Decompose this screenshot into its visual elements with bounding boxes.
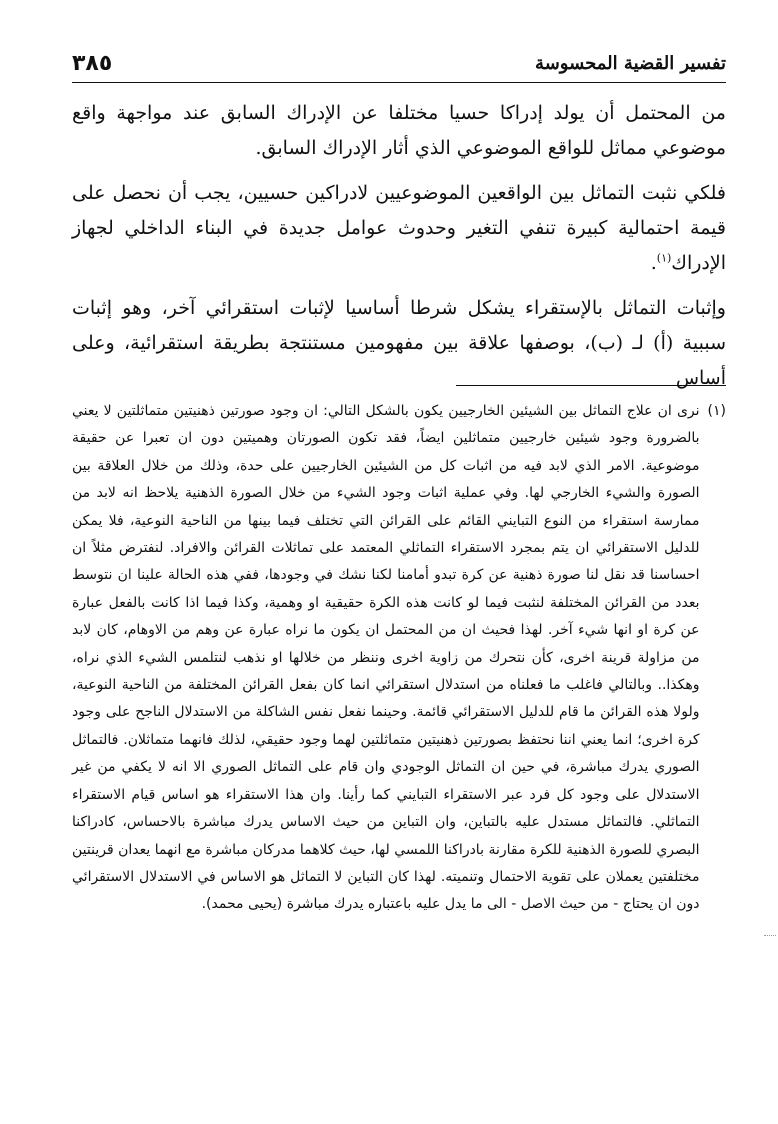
scan-edge-mark [764, 935, 776, 936]
footnote-marker: (١) [707, 403, 726, 419]
footnote-text: نرى ان علاج التماثل بين الشيئين الخارجيين يكون بالشكل التالي: ان وجود صورتين ذهنيتين متماثلتين لا يعني بالضرورة وجود شيئين خارجيين متماثلين ايضاً، فقد تكون الصورتان وهميتين دون ان تعبرا عن حقيقة موضوعية. الامر الذي لابد فيه من اثبات كل من الشيئين الخارجيين على حدة، وذلك من خلال العلاقة بين الصورة والشيء الخارجي لها. وفي عملية اثبات وجود الشيء من خلال الصورة الذهنية يلاحظ انه لابد من ممارسة استقراء من النوع التبايني القائم على القرائن التي تختلف فيما بينها من الناحية النوعية، فلا يمكن للدليل الاستقرائي ان يتم بمجرد الاستقراء التماثلي المعتمد على تماثلات القرائن والافراد. لنفترض مثلاً ان احساسنا قد نقل لنا صورة ذهنية عن كرة تبدو أمامنا لكنا نشك في وجودها، ففي هذه الحالة علينا ان نتوسط بعدد من القرائن المختلفة لنثبت فيما لو كانت هذه الكرة حقيقية او وهمية، وكذا فيما اذا كانت بالفعل عبارة عن كرة او انها شيء آخر. لهذا فحيث ان من المحتمل ان يكون ما نراه عبارة عن وهم من الاوهام، كان لابد من مزاولة قرينة اخرى، كأن نتحرك من زاوية اخرى وننظر من خلالها او نذهب لنتلمس الشيء الذي نراه، وهكذا.. وبالتالي فاغلب ما فعلناه من استدلال استقرائي انما كان بفعل القرائن المختلفة من الناحية النوعية، ولولا هذه القرائن ما قام للدليل الاستقرائي قائمة. وحينما نفعل نفس الشاكلة من الاستدلال الناجح على وجود كرة اخرى؛ انما يعني اننا نحتفظ بصورتين ذهنيتين متماثلتين لهما وجود حقيقي، لذلك فانهما متماثلان. فالتماثل الصوري يدرك مباشرة، في حين ان التماثل الوجودي وان قام على التماثل الصوري الا انه لا يكفي من غير الاستدلال على وجود كل فرد عبر الاستقراء التبايني كما رأينا. وان هذا الاستقراء هو اساس قيام الاستقراء التماثلي. فالتماثل مستدل عليه بالتباين، وان التباين من حيث الاساس يدرك مباشرة بالاحساس، كادراكنا البصري للصورة الذهنية للكرة مقارنة بادراكنا اللمسي لها، حيث كلاهما مدركان مباشرة مع انهما يعدان قرينتين مختلفتين يعملان على تقوية الاحتمال وتنميته. لهذا كان التباين لا التماثل هو الاساس في الاستدلال الاستقرائي دون ان يحتاج - من حيث الاصل - الى ما يدل عليه باعتباره يدرك مباشرة (يحيى محمد). [72, 403, 700, 913]
footnote [72, 398, 726, 919]
page-header [72, 42, 726, 83]
paragraph-2 [72, 176, 726, 281]
footnote-reference[interactable]: (١) [656, 251, 672, 265]
paragraph-2-text: فلكي نثبت التماثل بين الواقعين الموضوعيين لادراكين حسيين، يجب أن نحصل على قيمة احتمالية كبيرة تنفي التغير وحدوث عوامل جديدة في البناء الداخلي لجهاز الإدراك [72, 182, 726, 274]
footnote-divider [456, 385, 726, 386]
page-number: ٣٨٥ [72, 51, 113, 76]
paragraph-3: وإثبات التماثل بالإستقراء يشكل شرطا أساسيا لإثبات استقرائي آخر، وهو إثبات سببية (أ) لـ (ب)، بوصفها علاقة بين مفهومين مستنتجة بطريقة استقرائية، وعلى أساس [72, 297, 726, 389]
paragraph-1: من المحتمل أن يولد إدراكا حسيا مختلفا عن الإدراك السابق عند مواجهة واقع موضوعي مماثل للواقع الموضوعي الذي أثار الإدراك السابق. [72, 102, 726, 159]
paragraph-2-end: . [650, 252, 657, 274]
running-title: تفسير القضية المحسوسة [535, 53, 726, 74]
main-text [72, 96, 726, 414]
